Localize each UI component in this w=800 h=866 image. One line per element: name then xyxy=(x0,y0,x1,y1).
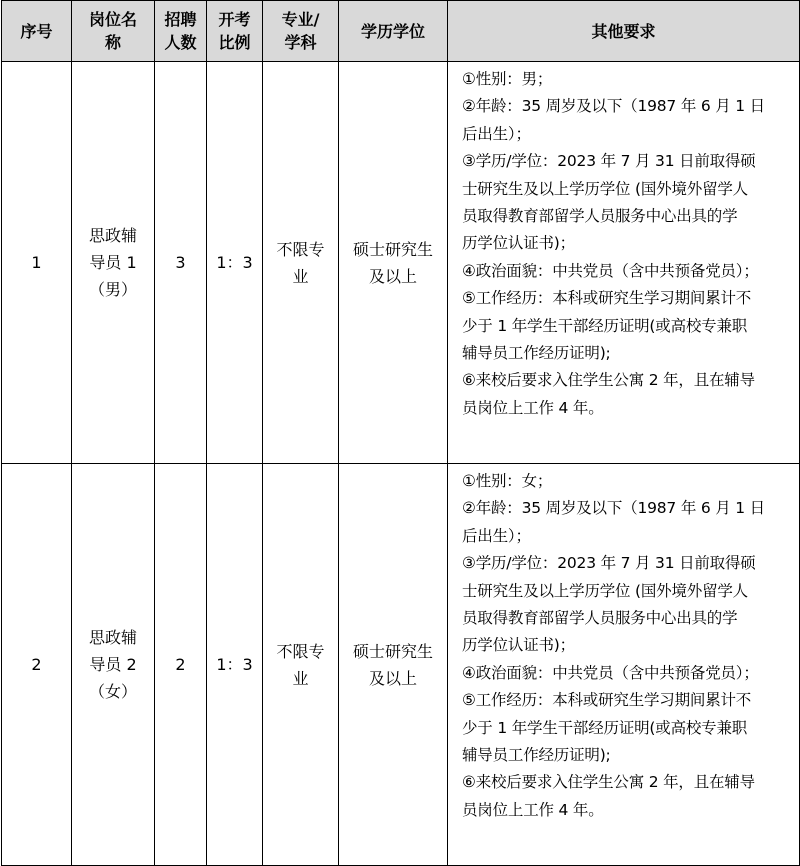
requirement-line: 员取得教育部留学人员服务中心出具的学 xyxy=(462,207,738,226)
header-position: 岗位名 称 xyxy=(72,1,155,62)
cell-count: 3 xyxy=(155,62,207,464)
cell-position: 思政辅 导员 1 （男） xyxy=(72,62,155,464)
table-row xyxy=(2,62,800,464)
requirement-line: 士研究生及以上学历学位 (国外境外留学人 xyxy=(462,581,748,600)
header-recruit: 招聘 人数 xyxy=(155,1,207,62)
cell-position: 思政辅 导员 2 （女） xyxy=(72,464,155,866)
table-row xyxy=(2,464,800,866)
requirement-line: ②年龄：35 周岁及以下（1987 年 6 月 1 日 xyxy=(462,499,765,518)
requirement-line: 少于 1 年学生干部经历证明(或高校专兼职 xyxy=(462,718,748,737)
requirement-line: 后出生）； xyxy=(462,526,531,545)
cell-major: 不限专 业 xyxy=(263,62,339,464)
cell-count: 2 xyxy=(155,464,207,866)
requirement-line: 辅导员工作经历证明); xyxy=(462,344,611,363)
requirement-line: ④政治面貌：中共党员（含中共预备党员）； xyxy=(462,261,759,280)
header-other: 其他要求 xyxy=(448,1,800,62)
requirement-line: ⑤工作经历：本科或研究生学习期间累计不 xyxy=(462,289,752,308)
cell-seq: 2 xyxy=(2,464,72,866)
requirement-line: ⑤工作经历：本科或研究生学习期间累计不 xyxy=(462,691,752,710)
requirement-line: 历学位认证书)； xyxy=(462,234,575,253)
requirement-line: 员岗位上工作 4 年。 xyxy=(462,800,604,819)
requirement-line: ①性别：女； xyxy=(462,472,553,490)
requirement-line: 员取得教育部留学人员服务中心出具的学 xyxy=(462,609,738,628)
cell-requirements xyxy=(448,62,800,464)
cell-major: 不限专 业 xyxy=(263,464,339,866)
header-seq: 序号 xyxy=(2,1,72,62)
requirement-line: ①性别：男； xyxy=(462,70,553,88)
header-education: 学历学位 xyxy=(339,1,448,62)
cell-education: 硕士研究生 及以上 xyxy=(339,464,448,866)
header-major: 专业/ 学科 xyxy=(263,1,339,62)
requirement-line: 士研究生及以上学历学位 (国外境外留学人 xyxy=(462,179,748,198)
header-row xyxy=(2,1,800,62)
requirement-line: ④政治面貌：中共党员（含中共预备党员）； xyxy=(462,663,759,682)
requirement-line: 历学位认证书)； xyxy=(462,636,575,655)
requirement-line: 后出生）； xyxy=(462,124,531,143)
requirement-line: ③学历/学位：2023 年 7 月 31 日前取得硕 xyxy=(462,554,756,573)
cell-seq: 1 xyxy=(2,62,72,464)
cell-requirements xyxy=(448,464,800,866)
requirement-line: 员岗位上工作 4 年。 xyxy=(462,398,604,417)
requirement-line: ②年龄：35 周岁及以下（1987 年 6 月 1 日 xyxy=(462,97,765,116)
cell-ratio: 1：3 xyxy=(207,464,263,866)
requirement-line: 少于 1 年学生干部经历证明(或高校专兼职 xyxy=(462,316,748,335)
requirement-line: ③学历/学位：2023 年 7 月 31 日前取得硕 xyxy=(462,152,756,171)
requirement-line: ⑥来校后要求入住学生公寓 2 年，且在辅导 xyxy=(462,773,755,792)
requirement-line: ⑥来校后要求入住学生公寓 2 年，且在辅导 xyxy=(462,371,755,390)
requirement-line: 辅导员工作经历证明); xyxy=(462,746,611,765)
header-ratio: 开考 比例 xyxy=(207,1,263,62)
cell-education: 硕士研究生 及以上 xyxy=(339,62,448,464)
recruitment-table xyxy=(1,0,800,866)
cell-ratio: 1：3 xyxy=(207,62,263,464)
